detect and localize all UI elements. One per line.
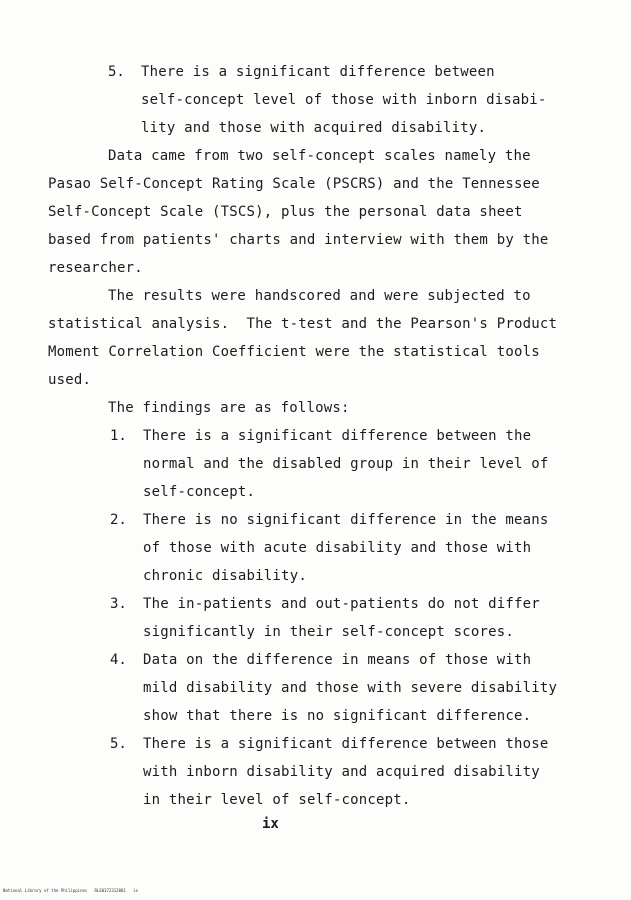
intro-item-number: 5. xyxy=(108,64,125,80)
text-line: used. xyxy=(48,372,92,388)
text-line: There is a significant difference between those xyxy=(143,736,549,752)
text-line: lity and those with acquired disability. xyxy=(141,120,487,136)
text-line: There is a significant difference between the xyxy=(143,428,532,444)
text-line: mild disability and those with severe disability xyxy=(143,680,558,696)
text-line: of those with acute disability and those with xyxy=(143,540,532,556)
text-line: chronic disability. xyxy=(143,568,307,584)
text-line: based from patients' charts and interview with them by the xyxy=(48,232,549,248)
finding-number: 4. xyxy=(110,652,127,668)
text-line: The in-patients and out-patients do not differ xyxy=(143,596,540,612)
finding-number: 5. xyxy=(110,736,127,752)
text-line: with inborn disability and acquired disability xyxy=(143,764,540,780)
text-line: The results were handscored and were subjected to xyxy=(108,288,531,304)
text-line: normal and the disabled group in their level of xyxy=(143,456,549,472)
text-line: Data came from two self-concept scales namely the xyxy=(108,148,531,164)
text-line: Data on the difference in means of those with xyxy=(143,652,532,668)
text-line: There is no significant difference in the means xyxy=(143,512,549,528)
text-line: statistical analysis. The t-test and the Pearson's Product xyxy=(48,316,558,332)
text-line: significantly in their self-concept scores. xyxy=(143,624,515,640)
text-line: self-concept level of those with inborn disabi- xyxy=(141,92,547,108)
text-line: in their level of self-concept. xyxy=(143,792,411,808)
text-line: Pasao Self-Concept Rating Scale (PSCRS) and the Tennessee xyxy=(48,176,540,192)
finding-number: 2. xyxy=(110,512,127,528)
text-line: Self-Concept Scale (TSCS), plus the personal data sheet xyxy=(48,204,523,220)
text-line: The findings are as follows: xyxy=(108,400,350,416)
text-line: self-concept. xyxy=(143,484,256,500)
text-line: Moment Correlation Coefficient were the statistical tools xyxy=(48,344,540,360)
text-line: show that there is no significant difference. xyxy=(143,708,532,724)
text-line: researcher. xyxy=(48,260,143,276)
scan-footer: National Library of the Philippines RLE0372312001 ix xyxy=(3,888,138,893)
finding-number: 3. xyxy=(110,596,127,612)
text-line: There is a significant difference between xyxy=(141,64,495,80)
finding-number: 1. xyxy=(110,428,127,444)
page-number: ix xyxy=(262,816,279,832)
